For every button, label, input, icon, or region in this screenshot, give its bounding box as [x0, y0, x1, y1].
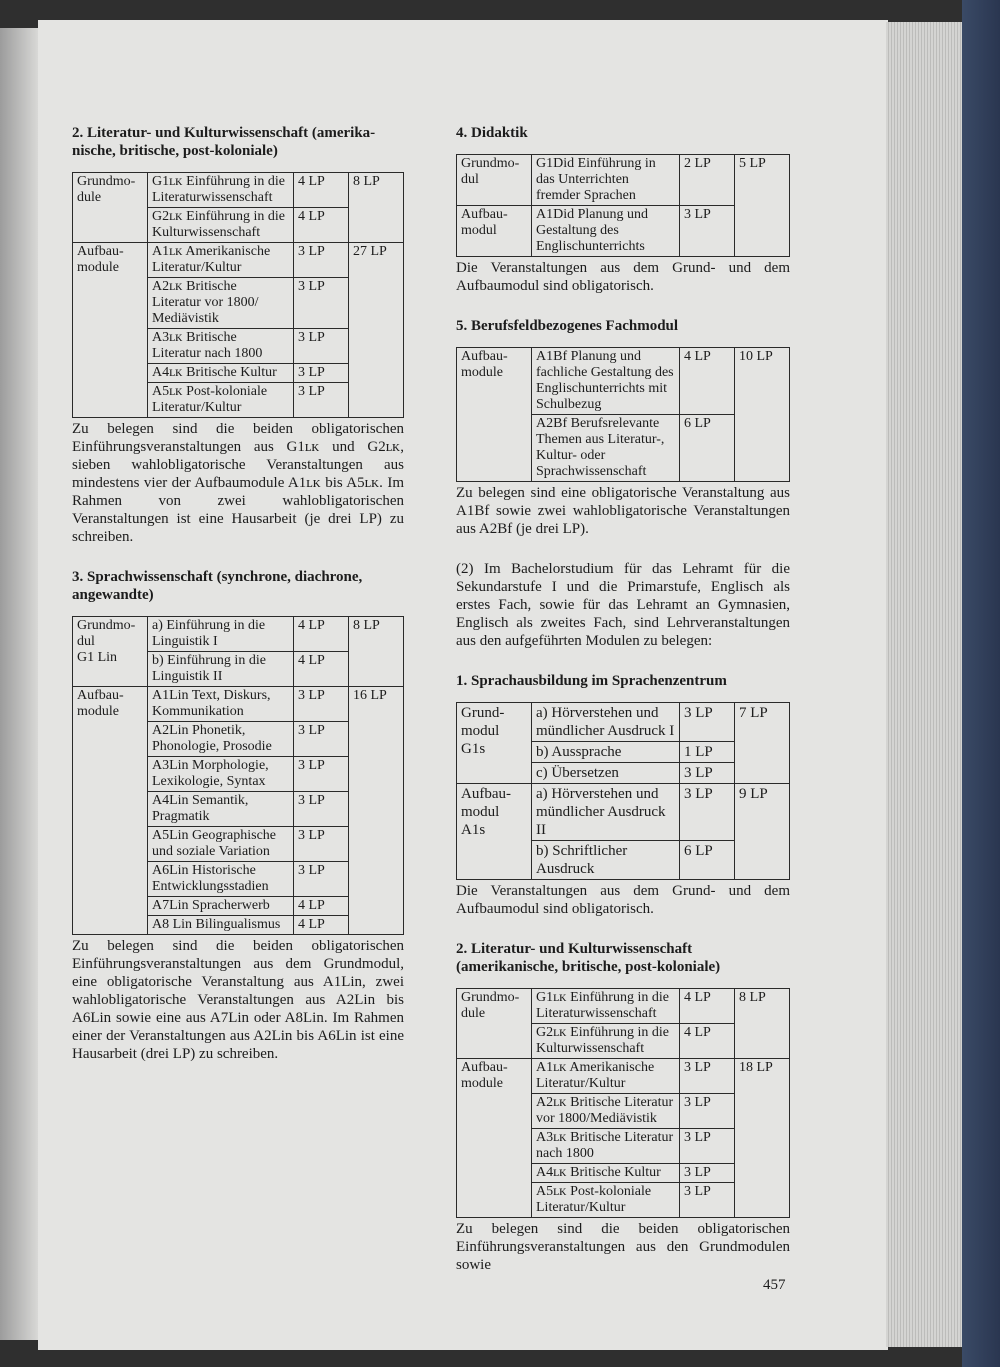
credit-points-cell: 3 LP [680, 1183, 735, 1218]
module-table-didaktik [456, 154, 790, 257]
section-heading-didaktik: 4. Didaktik [456, 125, 528, 141]
module-group-label: Grundmo- dul [457, 155, 532, 206]
credit-points-cell: 4 LP [680, 1024, 735, 1059]
credit-points-cell: 3 LP [680, 1164, 735, 1183]
module-group-label: Aufbau- modul A1s [457, 784, 532, 880]
module-group-label: Grundmo- dule [73, 173, 148, 243]
note-literatur-2: Zu belegen sind die beiden obligatorischen Einführungsveranstaltungen aus den Grundmodulen sowie [456, 1221, 790, 1273]
course-cell: A1Did Planung und Gestaltung des Englischunterrichts [532, 206, 680, 257]
module-table-literatur-2 [456, 988, 790, 1218]
course-cell: G1ʟᴋ Einführung in die Literaturwissenschaft [148, 173, 294, 208]
course-cell: A3ʟᴋ Britische Literatur nach 1800 [532, 1129, 680, 1164]
credit-points-cell: 4 LP [294, 617, 349, 652]
course-cell: b) Schriftlicher Ausdruck [532, 841, 680, 880]
previous-page-edge [0, 28, 38, 1340]
credit-points-cell: 3 LP [294, 757, 349, 792]
course-cell: a) Einführung in die Linguistik I [148, 617, 294, 652]
course-cell: c) Übersetzen [532, 763, 680, 784]
right-column [456, 124, 790, 1274]
course-cell: A7Lin Spracherwerb [148, 897, 294, 916]
course-cell: A1ʟᴋ Amerikanische Literatur/Kultur [148, 243, 294, 278]
credit-points-cell: 3 LP [294, 329, 349, 364]
module-group-label: Grund- modul G1s [457, 703, 532, 784]
credit-points-cell: 4 LP [294, 652, 349, 687]
paragraph-2: (2) Im Bachelorstudium für das Lehramt für die Sekundarstufe I und die Primarstufe, Englisch als erstes Fach, sowie für das Lehramt an Gymnasien, Englisch als zweites Fach, sind Lehrveranstaltungen aus den aufgeführten Modulen zu belegen: [456, 561, 790, 649]
book-cover [962, 0, 1000, 1367]
module-row [457, 155, 790, 206]
course-cell: A4ʟᴋ Britische Kultur [148, 364, 294, 383]
module-group-label: Aufbau- module [73, 243, 148, 418]
credit-points-cell: 3 LP [294, 827, 349, 862]
course-cell: A4Lin Semantik, Pragmatik [148, 792, 294, 827]
credit-points-cell: 6 LP [680, 415, 735, 482]
credit-points-cell: 1 LP [680, 742, 735, 763]
credit-points-cell: 3 LP [680, 206, 735, 257]
module-table-sprachausbildung [456, 702, 790, 880]
credit-points-cell: 3 LP [680, 1129, 735, 1164]
course-cell: A2Bf Berufsrelevante Themen aus Literatur-, Kultur- oder Sprachwissenschaft [532, 415, 680, 482]
section-heading-literatur-2: 2. Literatur- und Kulturwissenschaft (amerikanische, britische, post-koloniale) [456, 941, 721, 975]
course-cell: b) Einführung in die Linguistik II [148, 652, 294, 687]
module-table-literatur [72, 172, 404, 418]
credit-points-cell: 3 LP [294, 722, 349, 757]
section-heading-literatur: 2. Literatur- und Kulturwissenschaft (amerika- nische, britische, post-koloniale) [72, 125, 376, 159]
module-row [457, 348, 790, 415]
course-cell: G2ʟᴋ Einführung in die Kulturwissenschaft [148, 208, 294, 243]
module-group-label: Grundmo- dul G1 Lin [73, 617, 148, 687]
total-points-cell: 18 LP [735, 1059, 790, 1218]
total-points-cell: 9 LP [735, 784, 790, 880]
module-row [457, 784, 790, 841]
section-heading-sprachausbildung: 1. Sprachausbildung im Sprachenzentrum [456, 673, 727, 689]
section-heading-berufsfeld: 5. Berufsfeldbezogenes Fachmodul [456, 318, 679, 334]
course-cell: a) Hörverstehen und mündlicher Ausdruck I [532, 703, 680, 742]
credit-points-cell: 3 LP [294, 364, 349, 383]
credit-points-cell: 3 LP [294, 383, 349, 418]
credit-points-cell: 4 LP [680, 348, 735, 415]
module-group-label: Aufbau- module [457, 348, 532, 482]
course-cell: A8 Lin Bilingualismus [148, 916, 294, 935]
credit-points-cell: 3 LP [680, 1094, 735, 1129]
course-cell: A6Lin Historische Entwicklungsstadien [148, 862, 294, 897]
credit-points-cell: 6 LP [680, 841, 735, 880]
module-row [73, 687, 404, 722]
module-group-label: Grundmo- dule [457, 989, 532, 1059]
course-cell: b) Aussprache [532, 742, 680, 763]
credit-points-cell: 4 LP [294, 916, 349, 935]
credit-points-cell: 3 LP [294, 278, 349, 329]
module-row [73, 173, 404, 208]
course-cell: a) Hörverstehen und mündlicher Ausdruck II [532, 784, 680, 841]
course-cell: A3ʟᴋ Britische Literatur nach 1800 [148, 329, 294, 364]
credit-points-cell: 3 LP [294, 792, 349, 827]
section-heading-sprachwissenschaft: 3. Sprachwissenschaft (synchrone, diachrone, angewandte) [72, 569, 363, 603]
credit-points-cell: 3 LP [680, 763, 735, 784]
credit-points-cell: 4 LP [294, 897, 349, 916]
credit-points-cell: 3 LP [680, 784, 735, 841]
credit-points-cell: 3 LP [294, 687, 349, 722]
course-cell: A1ʟᴋ Amerikanische Literatur/Kultur [532, 1059, 680, 1094]
course-cell: A1Bf Planung und fachliche Gestaltung des Englischunterrichts mit Schulbezug [532, 348, 680, 415]
credit-points-cell: 3 LP [680, 703, 735, 742]
module-group-label: Aufbau- module [457, 1059, 532, 1218]
credit-points-cell: 4 LP [680, 989, 735, 1024]
credit-points-cell: 3 LP [294, 243, 349, 278]
page-number: 457 [763, 1277, 786, 1293]
module-row [457, 1059, 790, 1094]
credit-points-cell: 2 LP [680, 155, 735, 206]
course-cell: A2ʟᴋ Britische Literatur vor 1800/Mediävistik [532, 1094, 680, 1129]
course-cell: A3Lin Morphologie, Lexikologie, Syntax [148, 757, 294, 792]
credit-points-cell: 4 LP [294, 173, 349, 208]
total-points-cell: 7 LP [735, 703, 790, 784]
total-points-cell: 8 LP [349, 617, 404, 687]
course-cell: A5ʟᴋ Post-koloniale Literatur/Kultur [148, 383, 294, 418]
module-table-sprachwissenschaft [72, 616, 404, 935]
note-didaktik: Die Veranstaltungen aus dem Grund- und dem Aufbaumodul sind obligatorisch. [456, 260, 790, 294]
course-cell: A5ʟᴋ Post-koloniale Literatur/Kultur [532, 1183, 680, 1218]
module-group-label: Aufbau- modul [457, 206, 532, 257]
course-cell: A2Lin Phonetik, Phonologie, Prosodie [148, 722, 294, 757]
module-table-berufsfeld [456, 347, 790, 482]
course-cell: A2ʟᴋ Britische Literatur vor 1800/ Mediävistik [148, 278, 294, 329]
course-cell: A4ʟᴋ Britische Kultur [532, 1164, 680, 1183]
course-cell: A1Lin Text, Diskurs, Kommunikation [148, 687, 294, 722]
module-row [73, 243, 404, 278]
note-berufsfeld: Zu belegen sind eine obligatorische Veranstaltung aus A1Bf sowie zwei wahlobligatorische Veranstaltungen aus A2Bf (je drei LP). [456, 485, 790, 537]
credit-points-cell: 3 LP [294, 862, 349, 897]
course-cell: G1ʟᴋ Einführung in die Literaturwissenschaft [532, 989, 680, 1024]
total-points-cell: 5 LP [735, 155, 790, 257]
left-column [72, 124, 404, 1063]
total-points-cell: 10 LP [735, 348, 790, 482]
course-cell: G1Did Einführung in das Unterrichten fremder Sprachen [532, 155, 680, 206]
total-points-cell: 8 LP [349, 173, 404, 243]
note-sprachwissenschaft: Zu belegen sind die beiden obligatorischen Einführungsveranstaltungen aus dem Grundmodul, eine obligatorische Veranstaltung aus A1Lin, zwei wahlobligatorische Veranstaltungen aus A2Lin bis A6Lin sowie eine aus A7Lin oder A8Lin. Im Rahmen einer der Veranstaltungen aus A2Lin bis A6Lin ist eine Hausarbeit (drei LP) zu schreiben. [72, 938, 404, 1062]
module-group-label: Aufbau- module [73, 687, 148, 935]
credit-points-cell: 3 LP [680, 1059, 735, 1094]
page-stack-edge [886, 22, 966, 1347]
module-row [73, 617, 404, 652]
course-cell: G2ʟᴋ Einführung in die Kulturwissenschaft [532, 1024, 680, 1059]
module-row [457, 703, 790, 742]
credit-points-cell: 4 LP [294, 208, 349, 243]
module-row [457, 989, 790, 1024]
course-cell: A5Lin Geographische und soziale Variation [148, 827, 294, 862]
note-literatur: Zu belegen sind die beiden obligatorischen Einführungsveranstaltungen aus G1ʟᴋ und G2ʟᴋ, sieben wahlobligatorische Veranstaltungen aus mindestens vier der Aufbaumodule A1ʟᴋ bis A5ʟᴋ. Im Rahmen von zwei wahlobligatorischen Veranstaltungen ist eine Hausarbeit (je drei LP) zu schreiben. [72, 421, 404, 545]
note-sprachausbildung: Die Veranstaltungen aus dem Grund- und dem Aufbaumodul sind obligatorisch. [456, 883, 790, 917]
total-points-cell: 8 LP [735, 989, 790, 1059]
total-points-cell: 27 LP [349, 243, 404, 418]
total-points-cell: 16 LP [349, 687, 404, 935]
